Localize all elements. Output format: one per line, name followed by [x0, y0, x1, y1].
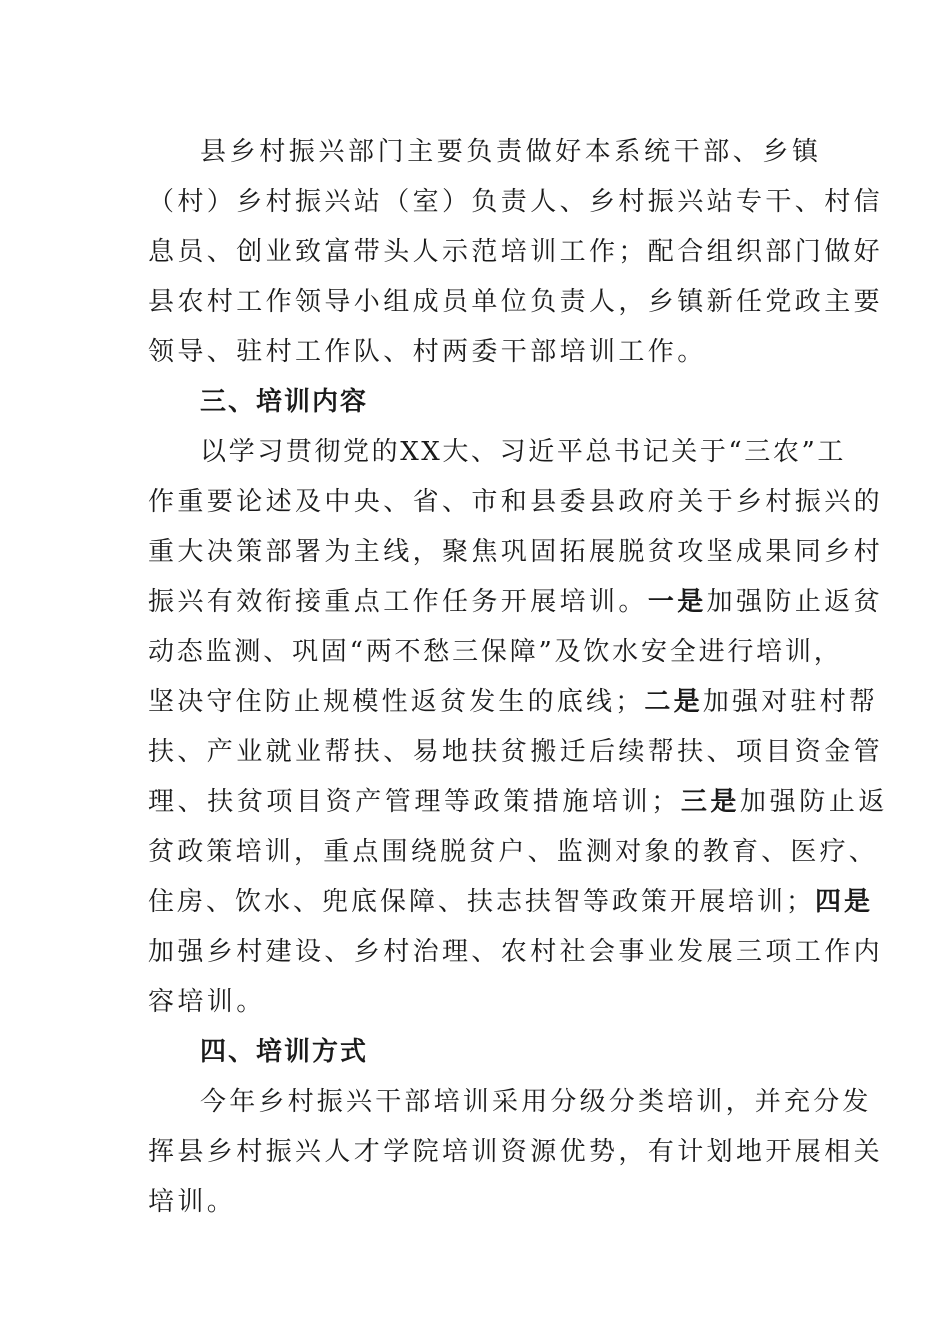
intro-line-5: 领导、驻村工作队、村两委干部培训工作。: [148, 337, 707, 367]
section-3-line-1: 以学习贯彻党的XX大、习近平总书记关于“三农”工: [200, 437, 847, 467]
section-3-line-5: 动态监测、巩固“两不愁三保障”及饮水安全进行培训，: [148, 637, 843, 667]
emphasis-second: 二是: [644, 687, 703, 717]
emphasis-fourth: 四是: [815, 887, 874, 917]
section-3-line-7: 扶、产业就业帮扶、易地扶贫搬迁后续帮扶、项目资金管: [148, 737, 884, 767]
section-4-line-3: 培训。: [148, 1187, 237, 1217]
section-3-line-6: 坚决守住防止规模性返贫发生的底线；二是加强对驻村帮: [148, 687, 879, 717]
section-3-line-9: 贫政策培训，重点围绕脱贫户、监测对象的教育、医疗、: [148, 837, 879, 867]
emphasis-third: 三是: [680, 787, 741, 817]
intro-line-4: 县农村工作领导小组成员单位负责人，乡镇新任党政主要: [148, 287, 884, 317]
section-4-heading: 四、培训方式: [200, 1037, 369, 1067]
section-3-line-11: 加强乡村建设、乡村治理、农村社会事业发展三项工作内: [148, 937, 884, 967]
section-3-line-3: 重大决策部署为主线，聚焦巩固拓展脱贫攻坚成果同乡村: [148, 537, 884, 567]
intro-line-3: 息员、创业致富带头人示范培训工作；配合组织部门做好: [148, 237, 884, 267]
intro-line-2: （村）乡村振兴站（室）负责人、乡村振兴站专干、村信: [148, 187, 884, 217]
section-3-line-12: 容培训。: [148, 987, 266, 1017]
section-3-line-2: 作重要论述及中央、省、市和县委县政府关于乡村振兴的: [148, 487, 884, 517]
emphasis-first: 一是: [647, 587, 707, 617]
section-3-line-4: 振兴有效衔接重点工作任务开展培训。一是加强防止返贫: [148, 587, 884, 617]
intro-line-1: 县乡村振兴部门主要负责做好本系统干部、乡镇: [200, 137, 822, 167]
section-3-line-10: 住房、饮水、兜底保障、扶志扶智等政策开展培训；四是: [148, 887, 874, 917]
section-4-line-2: 挥县乡村振兴人才学院培训资源优势，有计划地开展相关: [148, 1137, 884, 1167]
section-3-line-8: 理、扶贫项目资产管理等政策措施培训；三是加强防止返: [148, 787, 889, 817]
section-3-heading: 三、培训内容: [200, 387, 369, 417]
section-4-line-1: 今年乡村振兴干部培训采用分级分类培训，并充分发: [200, 1087, 872, 1117]
